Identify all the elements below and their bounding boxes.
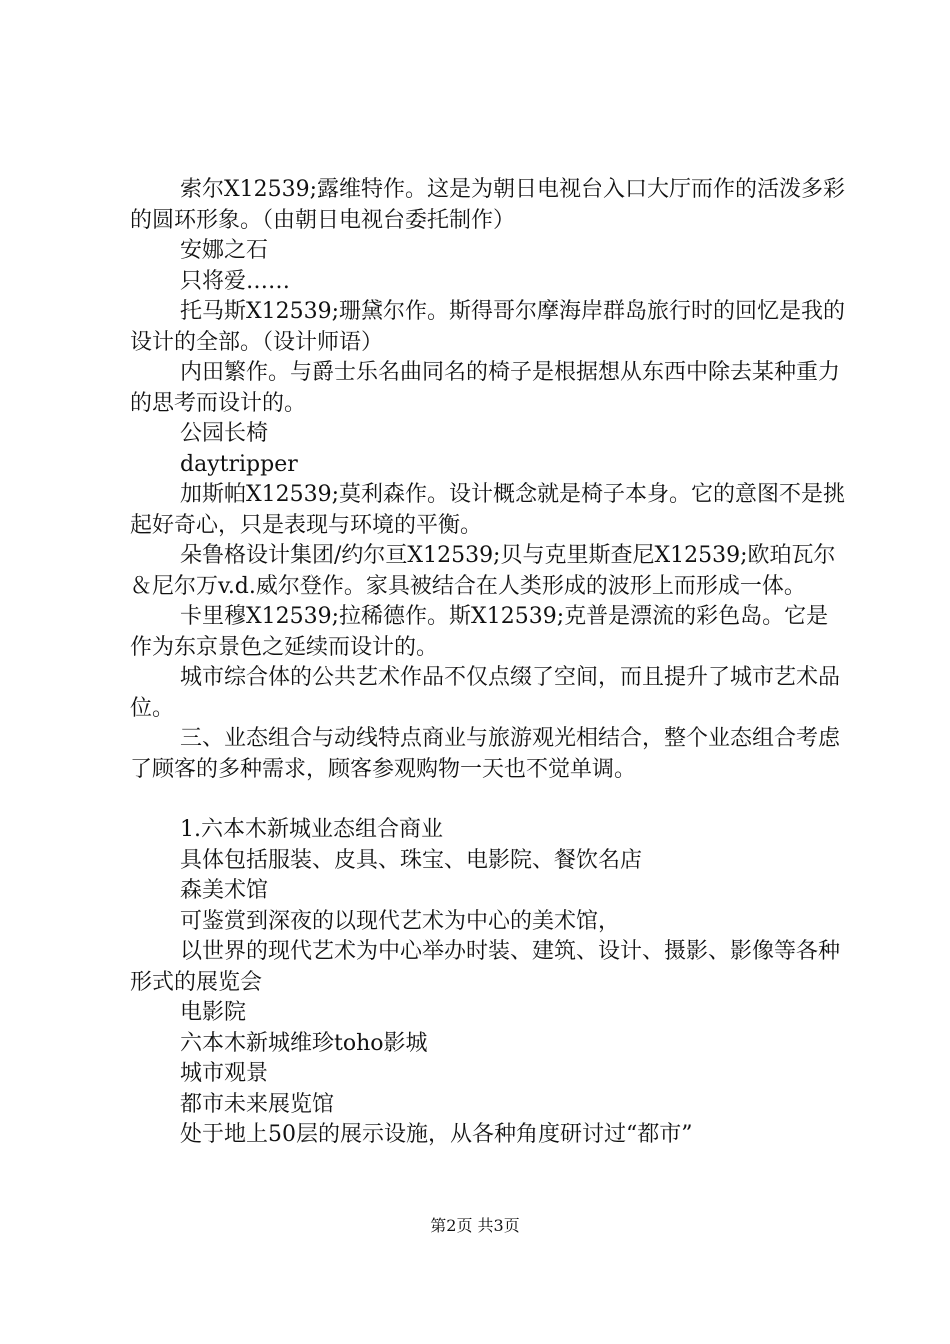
paragraph: 城市观景 (180, 1061, 269, 1086)
paragraph: 只将爱…… (180, 268, 291, 294)
paragraph: 电影院 (180, 1000, 247, 1025)
paragraph: 城市综合体的公共艺术作品不仅点缀了空间，而且提升了城市艺术品位。 (130, 665, 841, 721)
paragraph: 安娜之石 (180, 238, 269, 263)
paragraph: 以世界的现代艺术为中心举办时装、建筑、设计、摄影、影像等各种形式的展览会 (130, 939, 841, 995)
subsection-heading: 1.六本木新城业态组合商业 (180, 817, 443, 842)
paragraph: 朵鲁格设计集团/约尔亘X12539;贝与克里斯查尼X12539;欧珀瓦尔＆尼尔万v.d.威尔登作。家具被结合在人类形成的波形上而形成一体。 (130, 543, 836, 599)
paragraph: 具体包括服装、皮具、珠宝、电影院、餐饮名店 (180, 847, 643, 873)
paragraph: 公园长椅 (180, 421, 269, 446)
document-body (130, 175, 850, 1151)
paragraph: 六本木新城维珍toho影城 (180, 1030, 428, 1056)
section-heading: 三、业态组合与动线特点商业与旅游观光相结合，整个业态组合考虑了顾客的多种需求，顾客参观购物一天也不觉单调。 (130, 726, 841, 782)
paragraph: 都市未来展览馆 (180, 1091, 335, 1117)
paragraph-gap (130, 785, 850, 815)
paragraph: 森美术馆 (180, 878, 269, 903)
paragraph: 可鉴赏到深夜的以现代艺术为中心的美术馆， (180, 908, 621, 934)
paragraph: 加斯帕X12539;莫利森作。设计概念就是椅子本身。它的意图不是挑起好奇心，只是表现与环境的平衡。 (130, 482, 846, 538)
page-number: 第2页 共3页 (430, 1216, 520, 1235)
paragraph: 卡里穆X12539;拉稀德作。斯X12539;克普是漂流的彩色岛。它是作为东京景色之延续而设计的。 (130, 604, 829, 660)
paragraph: 处于地上50层的展示设施，从各种角度研讨过“都市” (180, 1122, 693, 1147)
paragraph: 托马斯X12539;珊黛尔作。斯得哥尔摩海岸群岛旅行时的回忆是我的设计的全部。（设计师语） (130, 299, 846, 355)
paragraph: daytripper (180, 451, 298, 477)
paragraph: 索尔X12539;露维特作。这是为朝日电视台入口大厅而作的活泼多彩的圆环形象。（由朝日电视台委托制作） (130, 177, 846, 233)
paragraph: 内田繁作。与爵士乐名曲同名的椅子是根据想从东西中除去某种重力的思考而设计的。 (130, 360, 841, 416)
